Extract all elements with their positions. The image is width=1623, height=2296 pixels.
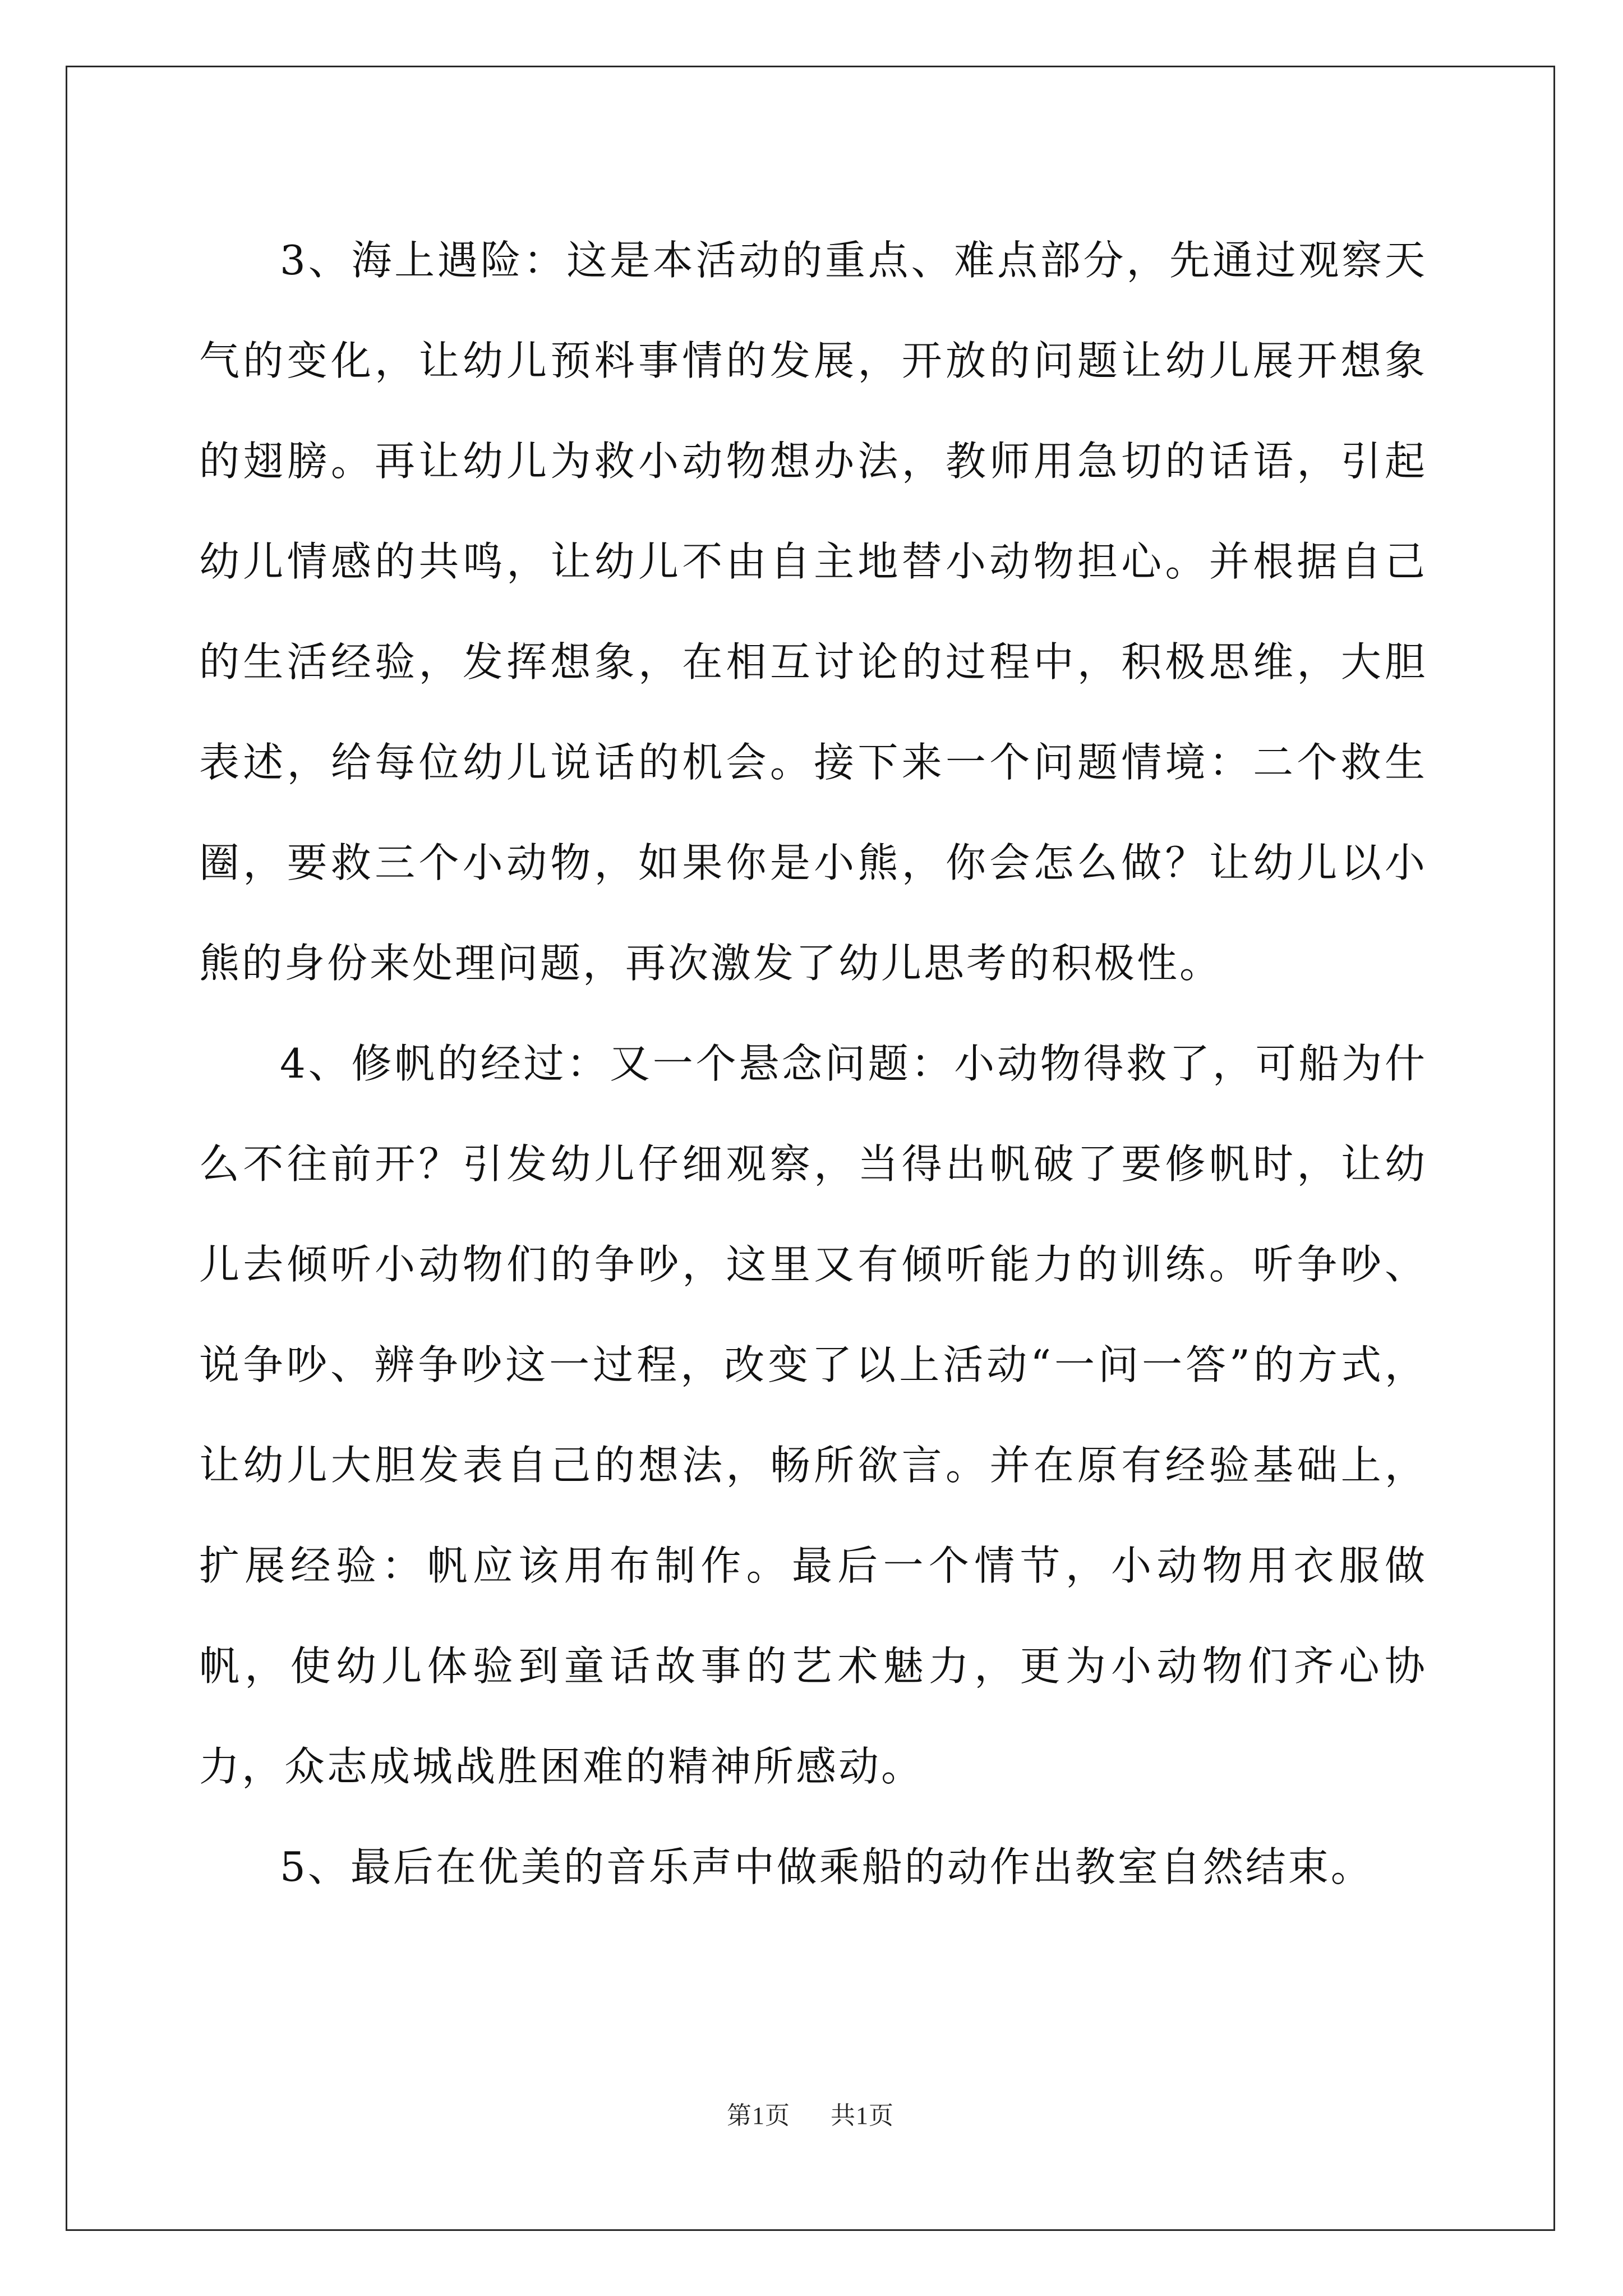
- page-total: 共1页: [831, 2102, 894, 2129]
- paragraph-3: 5、最后在优美的音乐声中做乘船的动作出教室自然结束。: [280, 1843, 1373, 1890]
- page-number: 第1页: [727, 2102, 790, 2129]
- document-body: [199, 210, 1427, 1917]
- paragraph-2: 4、修帆的经过：又一个悬念问题：小动物得救了，可船为什么不往前开？引发幼儿仔细观察，当得出帆破了要修帆时，让幼儿去倾听小动物们的争吵，这里又有倾听能力的训练。听争吵、说争吵、辨争吵这一过程，改变了以上活动“一问一答”的方式，让幼儿大胆发表自己的想法，畅所欲言。并在原有经验基础上，扩展经验：帆应该用布制作。最后一个情节，小动物用衣服做帆，使幼儿体验到童话故事的艺术魅力，更为小动物们齐心协力，众志成城战胜困难的精神所感动。: [199, 1040, 1427, 1790]
- paragraph-1: 3、海上遇险：这是本活动的重点、难点部分，先通过观察天气的变化，让幼儿预料事情的发展，开放的问题让幼儿展开想象的翅膀。再让幼儿为救小动物想办法，教师用急切的话语，引起幼儿情感的共鸣，让幼儿不由自主地替小动物担心。并根据自己的生活经验，发挥想象，在相互讨论的过程中，积极思维，大胆表述，给每位幼儿说话的机会。接下来一个问题情境：二个救生圈，要救三个小动物，如果你是小熊，你会怎么做？让幼儿以小熊的身份来处理问题，再次激发了幼儿思考的积极性。: [199, 237, 1427, 987]
- page-footer: [66, 2095, 1555, 2131]
